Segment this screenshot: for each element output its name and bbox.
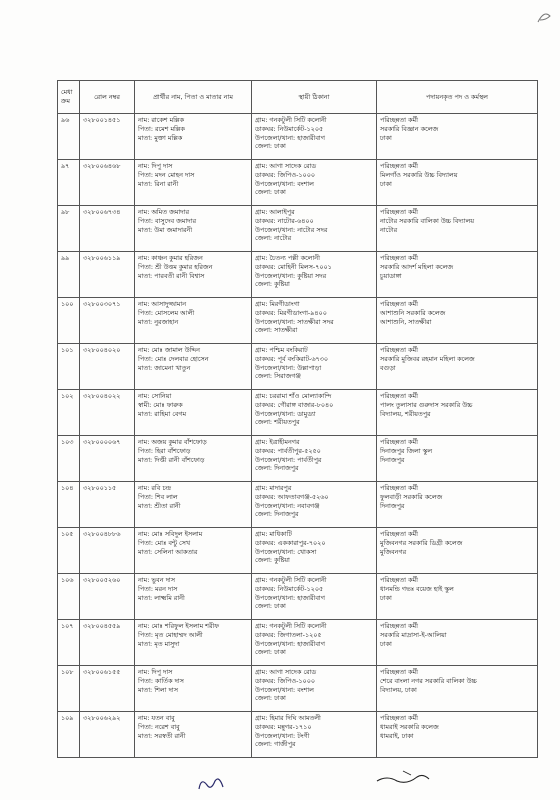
address-line: উপজেলা/থানা: হাজারীবাগ (255, 639, 325, 648)
candidate-line: নাম: যতন বাবু (138, 714, 175, 722)
cell-address (252, 528, 377, 574)
address-line: জেলা: কুষ্টিয়া (255, 280, 290, 289)
post-line: পরিচ্ছন্নতা কর্মী (380, 208, 418, 216)
table-row (58, 528, 538, 574)
cell-address (252, 666, 377, 712)
cell-serial: ১০৬ (58, 574, 80, 620)
table-row (58, 574, 538, 620)
candidate-line: পিতা: মোঃ দেলবার হোসেন (138, 354, 209, 363)
cell-roll: ৩২৮০০৩০৭১ (80, 298, 135, 344)
address-line: জেলা: সিরাজগঞ্জ (255, 372, 301, 381)
cell-address (252, 712, 377, 758)
cell-candidate (135, 390, 252, 436)
address-line: উপজেলা/থানা: সাতক্ষীরা সদর (255, 317, 334, 326)
cell-post (377, 574, 538, 620)
post-line: পরিচ্ছন্নতা কর্মী (380, 576, 418, 584)
post-line: সরকারি মাদ্রাসা-ই-আলিয়া (380, 630, 447, 639)
header-roll: রোল নম্বর (80, 81, 135, 114)
post-line: পরিচ্ছন্নতা কর্মী (380, 346, 418, 354)
cell-post (377, 160, 538, 206)
candidate-line: মাতা: নুরজাহান (138, 317, 179, 326)
candidate-line: নাম: রাকেশ মল্লিক (138, 116, 185, 124)
cell-roll: ৩২৮০০১৪৫১ (80, 114, 135, 160)
candidate-line: নাম: রবি চন্দ্র (138, 484, 171, 492)
cell-address (252, 390, 377, 436)
post-line: মুজিবনগর (380, 547, 407, 556)
table-row (58, 436, 538, 482)
post-line: দিনাজপুর (380, 501, 405, 510)
cell-post (377, 666, 538, 712)
address-line: ডাকঘর: আফতাবগঞ্জ-৫২৬০ (255, 492, 329, 501)
table-row (58, 390, 538, 436)
cell-serial: ১০৭ (58, 620, 80, 666)
post-line: বিদ্যালয়, ঢাকা (380, 685, 417, 694)
post-line: মিলগাঁও সরকারি উচ্চ বিদ্যালয় (380, 170, 458, 179)
address-line: উপজেলা/থানা: পার্বতীপুর (255, 455, 322, 464)
post-line: ঢাকা (380, 639, 392, 648)
candidate-line: মাতা: সেলিনা আকতার (138, 547, 198, 556)
candidate-line: নাম: আসাদুজ্জামান (138, 300, 187, 308)
address-line: উপজেলা/থানা: হাজারীবাগ (255, 593, 325, 602)
post-line: নাটোর (380, 225, 398, 234)
cell-candidate (135, 298, 252, 344)
candidate-line: মাতা: সরস্বতী রানী (138, 731, 186, 740)
cell-roll: ৩২৮০০৪৫৫৯ (80, 620, 135, 666)
cell-serial: ১০০ (58, 298, 80, 344)
header-serial: মেধা ক্রম (58, 81, 80, 114)
candidate-line: পিতা: শিব লাল (138, 492, 178, 501)
post-line: পরিচ্ছন্নতা কর্মী (380, 714, 418, 722)
candidate-line: মাতা: উমা জমাদারনী (138, 225, 193, 234)
header-address: স্থায়ী ঠিকানা (252, 81, 377, 114)
cell-roll: ৩২৮০০৬১১৯ (80, 252, 135, 298)
cell-roll: ৩২৮০০৪০২২ (80, 390, 135, 436)
post-line: সরকারি আদর্শ মহিলা কলেজ (380, 262, 453, 271)
cell-roll: ৩২৮০০৪৮৮৬ (80, 528, 135, 574)
post-line: পরিচ্ছন্নতা কর্মী (380, 438, 418, 446)
post-line: পরিচ্ছন্নতা কর্মী (380, 162, 418, 170)
cell-post (377, 436, 538, 482)
candidate-table (57, 80, 538, 758)
table-row (58, 620, 538, 666)
address-line: উপজেলা/থানা: হাজারীবাগ (255, 133, 325, 142)
cell-roll: ৩২৮০০৫২৬০ (80, 574, 135, 620)
cell-serial: ১০৮ (58, 666, 80, 712)
table-row (58, 666, 538, 712)
candidate-line: নাম: দিপু দাস (138, 162, 173, 170)
cell-roll: ৩২৮০০৬৭৩৪ (80, 206, 135, 252)
post-line: ফুলবাড়ী সরকারি কলেজ (380, 492, 443, 501)
address-line: গ্রাম: আগা সাদেক রোড (255, 668, 317, 676)
post-line: বিদ্যালয়, শরীয়তপুর (380, 409, 431, 418)
candidate-line: স্বামী: মোঃ ফারুক (138, 400, 183, 409)
address-line: উপজেলা/থানা: নবাবগঞ্জ (255, 501, 320, 510)
candidate-line: পিতা: রমেশ মল্লিক (138, 124, 185, 133)
address-line: গ্রাম: গনকটুলী সিটি কলোনী (255, 116, 327, 124)
cell-post (377, 482, 538, 528)
signature-left (193, 773, 233, 795)
candidate-line: নাম: কাঞ্চন কুমার হরিজন (138, 254, 203, 262)
candidate-line: নাম: অজয় কুমার বাঁশফোড় (138, 438, 207, 446)
cell-roll: ৩২৮০০০০৬৭ (80, 436, 135, 482)
address-line: ডাকঘর: নিউমার্কেট-১২০৫ (255, 584, 324, 593)
post-line: পরিচ্ছন্নতা কর্মী (380, 300, 418, 308)
post-line: পরিচ্ছন্নতা কর্মী (380, 668, 418, 676)
address-line: উপজেলা/থানা: কুষ্টিয়া সদর (255, 271, 327, 280)
cell-candidate (135, 666, 252, 712)
post-line: পরিচ্ছন্নতা কর্মী (380, 622, 418, 630)
address-line: গ্রাম: আগা সাদেক রোড (255, 162, 317, 170)
post-line: চুয়াডাঙ্গা (380, 271, 402, 280)
table-row (58, 298, 538, 344)
cell-roll: ৩২৮০০৬১৫৫ (80, 666, 135, 712)
address-line: জেলা: গাজীপুর (255, 740, 296, 749)
address-line: উপজেলা/থানা: টংগী (255, 731, 310, 740)
cell-serial: ১০৪ (58, 482, 80, 528)
post-line: আশাশুনি, সাতক্ষীরা (380, 317, 432, 326)
cell-roll: ৩২৮০০৬২৯২ (80, 712, 135, 758)
candidate-line: পিতা: কার্তিক দাস (138, 676, 184, 685)
candidate-line: নাম: সোনিয়া (138, 392, 172, 400)
candidate-line: পিতা: মোঃ বন্টু সেখ (138, 538, 191, 547)
cell-candidate (135, 482, 252, 528)
table-row (58, 252, 538, 298)
address-line: ডাকঘর: জিগাতলা-১২০৫ (255, 630, 322, 639)
candidate-line: নাম: মোঃ শরিফুল ইসলাম শরীফ (138, 622, 219, 630)
address-line: জেলা: ঢাকা (255, 694, 286, 703)
signature-right (373, 767, 433, 789)
address-line: ডাকঘর: গৌরাঙ্গ বাজার-৮০৪০ (255, 400, 334, 409)
cell-roll: ৩২৮০০১১৫ (80, 482, 135, 528)
cell-post (377, 114, 538, 160)
candidate-line: মাতা: শিলা দাস (138, 685, 178, 694)
cell-candidate (135, 712, 252, 758)
cell-candidate (135, 528, 252, 574)
cell-candidate (135, 206, 252, 252)
address-line: গ্রাম: মাদারপুর (255, 484, 292, 492)
candidate-line: মাতা: রিনা রানী (138, 179, 179, 188)
post-line: দিনাজপুর (380, 455, 405, 464)
post-line: পরিচ্ছন্নতা কর্মী (380, 484, 418, 492)
cell-candidate (135, 114, 252, 160)
post-line: মুজিবনগর সরকারি ডিগ্রী কলেজ (380, 538, 463, 547)
post-line: ধানমন্ডি গভঃ বয়েজ হাই স্কুল (380, 584, 454, 593)
candidate-line: পিতা: শ্রী উত্তম কুমার হরিজন (138, 262, 213, 271)
address-line: জেলা: শরীয়তপুর (255, 418, 300, 427)
cell-roll: ৩২৮০০৪০২০ (80, 344, 135, 390)
address-line: ডাকঘর: মন্নুগর-১৭১০ (255, 722, 312, 731)
address-line: গ্রাম: মিরগীডাংগা (255, 300, 300, 308)
table-row (58, 160, 538, 206)
candidate-line: মাতা: শ্রীতা রানী (138, 501, 181, 510)
address-line: গ্রাম: পশ্চিম বংকিরাট (255, 346, 308, 354)
cell-address (252, 252, 377, 298)
address-line: গ্রাম: হিমার দিঘি আমতলী (255, 714, 321, 722)
candidate-line: মাতা: দিপ্তী রানী বাঁশফোড় (138, 455, 205, 464)
address-line: জেলা: ঢাকা (255, 188, 286, 197)
candidate-line: নাম: মোঃ সবিদুল ইসলাম (138, 530, 203, 538)
address-line: ডাকঘর: নিউমার্কেট-১২০৫ (255, 124, 324, 133)
candidate-line: মাতা: জামেনা খাতুন (138, 363, 191, 372)
table-header-row (58, 81, 538, 114)
address-line: গ্রাম: আলাইপুর (255, 208, 295, 216)
cell-candidate (135, 344, 252, 390)
corner-mark-icon (534, 6, 554, 26)
cell-roll: ৩২৮০০৬৪৬৮ (80, 160, 135, 206)
post-line: দিনাজপুর জিলা স্কুল (380, 446, 433, 455)
address-line: গ্রাম: চররামা শাঁও মোল্যাকান্দি (255, 392, 332, 400)
cell-candidate (135, 574, 252, 620)
address-line: জেলা: কুষ্টিয়া (255, 556, 290, 565)
cell-serial: ৯৮ (58, 206, 80, 252)
address-line: ডাকঘর: পূর্ব বংকিরাট-৬৭৩০ (255, 354, 328, 363)
cell-address (252, 298, 377, 344)
address-line: গ্রাম: গনকটুলী সিটি কলোনী (255, 622, 327, 630)
cell-address (252, 160, 377, 206)
cell-serial: ৯৯ (58, 252, 80, 298)
address-line: ডাকঘর: জিপিও-১০০০ (255, 170, 316, 179)
post-line: ধামরাই সরকারি কলেজ (380, 722, 439, 731)
address-line: ডাকঘর: মিরগীডাংগা-৯৪০০ (255, 308, 327, 317)
cell-candidate (135, 436, 252, 482)
cell-post (377, 252, 538, 298)
candidate-line: পিতা: হিরা বাঁশফোড় (138, 446, 191, 455)
post-line: পালং তুলাসার গুরুদাস সরকারি উচ্চ (380, 400, 473, 409)
cell-candidate (135, 160, 252, 206)
cell-address (252, 436, 377, 482)
candidate-line: পিতা: মৃত মোহাম্মদ আলী (138, 630, 203, 639)
cell-address (252, 206, 377, 252)
cell-serial: ১০৩ (58, 436, 80, 482)
post-line: সরকারি বিজ্ঞান কলেজ (380, 124, 439, 133)
post-line: ঢাকা (380, 133, 392, 142)
header-post: পদায়নকৃত পদ ও কর্মস্থল (377, 81, 538, 114)
table-row (58, 482, 538, 528)
cell-post (377, 528, 538, 574)
post-line: শেরে বাংলা নগর সরকারি বালিকা উচ্চ (380, 676, 477, 685)
cell-post (377, 712, 538, 758)
address-line: গ্রাম: গনকটুলী সিটি কলোনী (255, 576, 327, 584)
candidate-line: পিতা: মরন দাস (138, 584, 178, 593)
table-row (58, 344, 538, 390)
cell-post (377, 390, 538, 436)
candidate-line: মাতা: পারবতী রানী বিশ্বাস (138, 271, 205, 280)
post-line: সরকারি মুজিবর রহমান মহিলা কলেজ (380, 354, 475, 363)
post-line: পরিচ্ছন্নতা কর্মী (380, 116, 418, 124)
address-line: ডাকঘর: পার্বতীপুর-৫২৫০ (255, 446, 321, 455)
table-row (58, 114, 538, 160)
cell-address (252, 344, 377, 390)
address-line: উপজেলা/থানা: উল্লাপাড়া (255, 363, 322, 372)
post-line: ঢাকা (380, 593, 392, 602)
cell-serial: ১০৫ (58, 528, 80, 574)
post-line: নাটোর সরকারি বালিকা উচ্চ বিদ্যালয় (380, 216, 475, 225)
post-line: আশাশুনি সরকারি কলেজ (380, 308, 446, 317)
address-line: উপজেলা/থানা: খোকসা (255, 547, 317, 556)
address-line: উপজেলা/থানা: নাটোর সদর (255, 225, 328, 234)
candidate-line: পিতা: মদন মোহন দাস (138, 170, 195, 179)
cell-post (377, 620, 538, 666)
candidate-line: পিতা: মোসলেম আলী (138, 308, 195, 317)
candidate-line: মাতা: লাক্ষ্মমি রানী (138, 593, 185, 602)
cell-post (377, 206, 538, 252)
address-line: জেলা: সাতক্ষীরা (255, 326, 298, 335)
candidate-line: নাম: ভুবন দাস (138, 576, 175, 584)
cell-serial: ৯৭ (58, 160, 80, 206)
cell-post (377, 344, 538, 390)
cell-address (252, 574, 377, 620)
cell-address (252, 620, 377, 666)
address-line: জেলা: ঢাকা (255, 142, 286, 151)
address-line: ডাকঘর: জিপিও-১০০০ (255, 676, 316, 685)
address-line: ডাকঘর: এককারাপুর-৭০২০ (255, 538, 326, 547)
cell-serial: ১০২ (58, 390, 80, 436)
address-line: গ্রাম: চৈতন্য পল্লী কলোনী (255, 254, 320, 262)
post-line: পরিচ্ছন্নতা কর্মী (380, 392, 418, 400)
address-line: জেলা: দিনাজপুর (255, 510, 299, 519)
candidate-line: মাতা: রাহিমা বেগম (138, 409, 187, 418)
address-line: ডাকঘর: নাটোর-৬৪০০ (255, 216, 314, 225)
address-line: উপজেলা/থানা: ডামুড্যা (255, 409, 316, 418)
post-line: বগুড়া (380, 363, 396, 372)
address-line: ডাকঘর: মোহিনী মিলস-৭০০১ (255, 262, 332, 271)
address-line: জেলা: ঢাকা (255, 648, 286, 657)
post-line: পরিচ্ছন্নতা কর্মী (380, 530, 418, 538)
address-line: উপজেলা/থানা: বংশাল (255, 685, 314, 694)
candidate-line: নাম: দিপু দাস (138, 668, 173, 676)
cell-serial: ৯৬ (58, 114, 80, 160)
address-line: গ্রাম: মাধিকাটি (255, 530, 292, 538)
header-name: প্রার্থীর নাম, পিতা ও মাতার নাম (135, 81, 252, 114)
address-line: গ্রাম: ইত্রাহীমনগর (255, 438, 300, 446)
candidate-line: নাম: মোঃ জামাল উদ্দিন (138, 346, 200, 354)
candidate-line: মাতা: মৃত মাসুদা (138, 639, 180, 648)
address-line: উপজেলা/থানা: বংশাল (255, 179, 314, 188)
candidate-line: পিতা: বাসুদেব জমাদার (138, 216, 196, 225)
table-row (58, 206, 538, 252)
cell-address (252, 114, 377, 160)
address-line: জেলা: ঢাকা (255, 602, 286, 611)
candidate-line: নাম: অমিত জমাদার (138, 208, 189, 216)
cell-candidate (135, 620, 252, 666)
candidate-line: পিতা: নরেশ বাবু (138, 722, 180, 731)
address-line: জেলা: নাটোর (255, 234, 292, 243)
table-row (58, 712, 538, 758)
cell-candidate (135, 252, 252, 298)
cell-post (377, 298, 538, 344)
post-line: পরিচ্ছন্নতা কর্মী (380, 254, 418, 262)
address-line: জেলা: দিনাজপুর (255, 464, 299, 473)
cell-address (252, 482, 377, 528)
candidate-line: মাতা: মুক্তা মল্লিক (138, 133, 183, 142)
cell-serial: ১০১ (58, 344, 80, 390)
post-line: ঢাকা (380, 179, 392, 188)
cell-serial: ১০৯ (58, 712, 80, 758)
post-line: ধামরাই, ঢাকা (380, 731, 414, 740)
